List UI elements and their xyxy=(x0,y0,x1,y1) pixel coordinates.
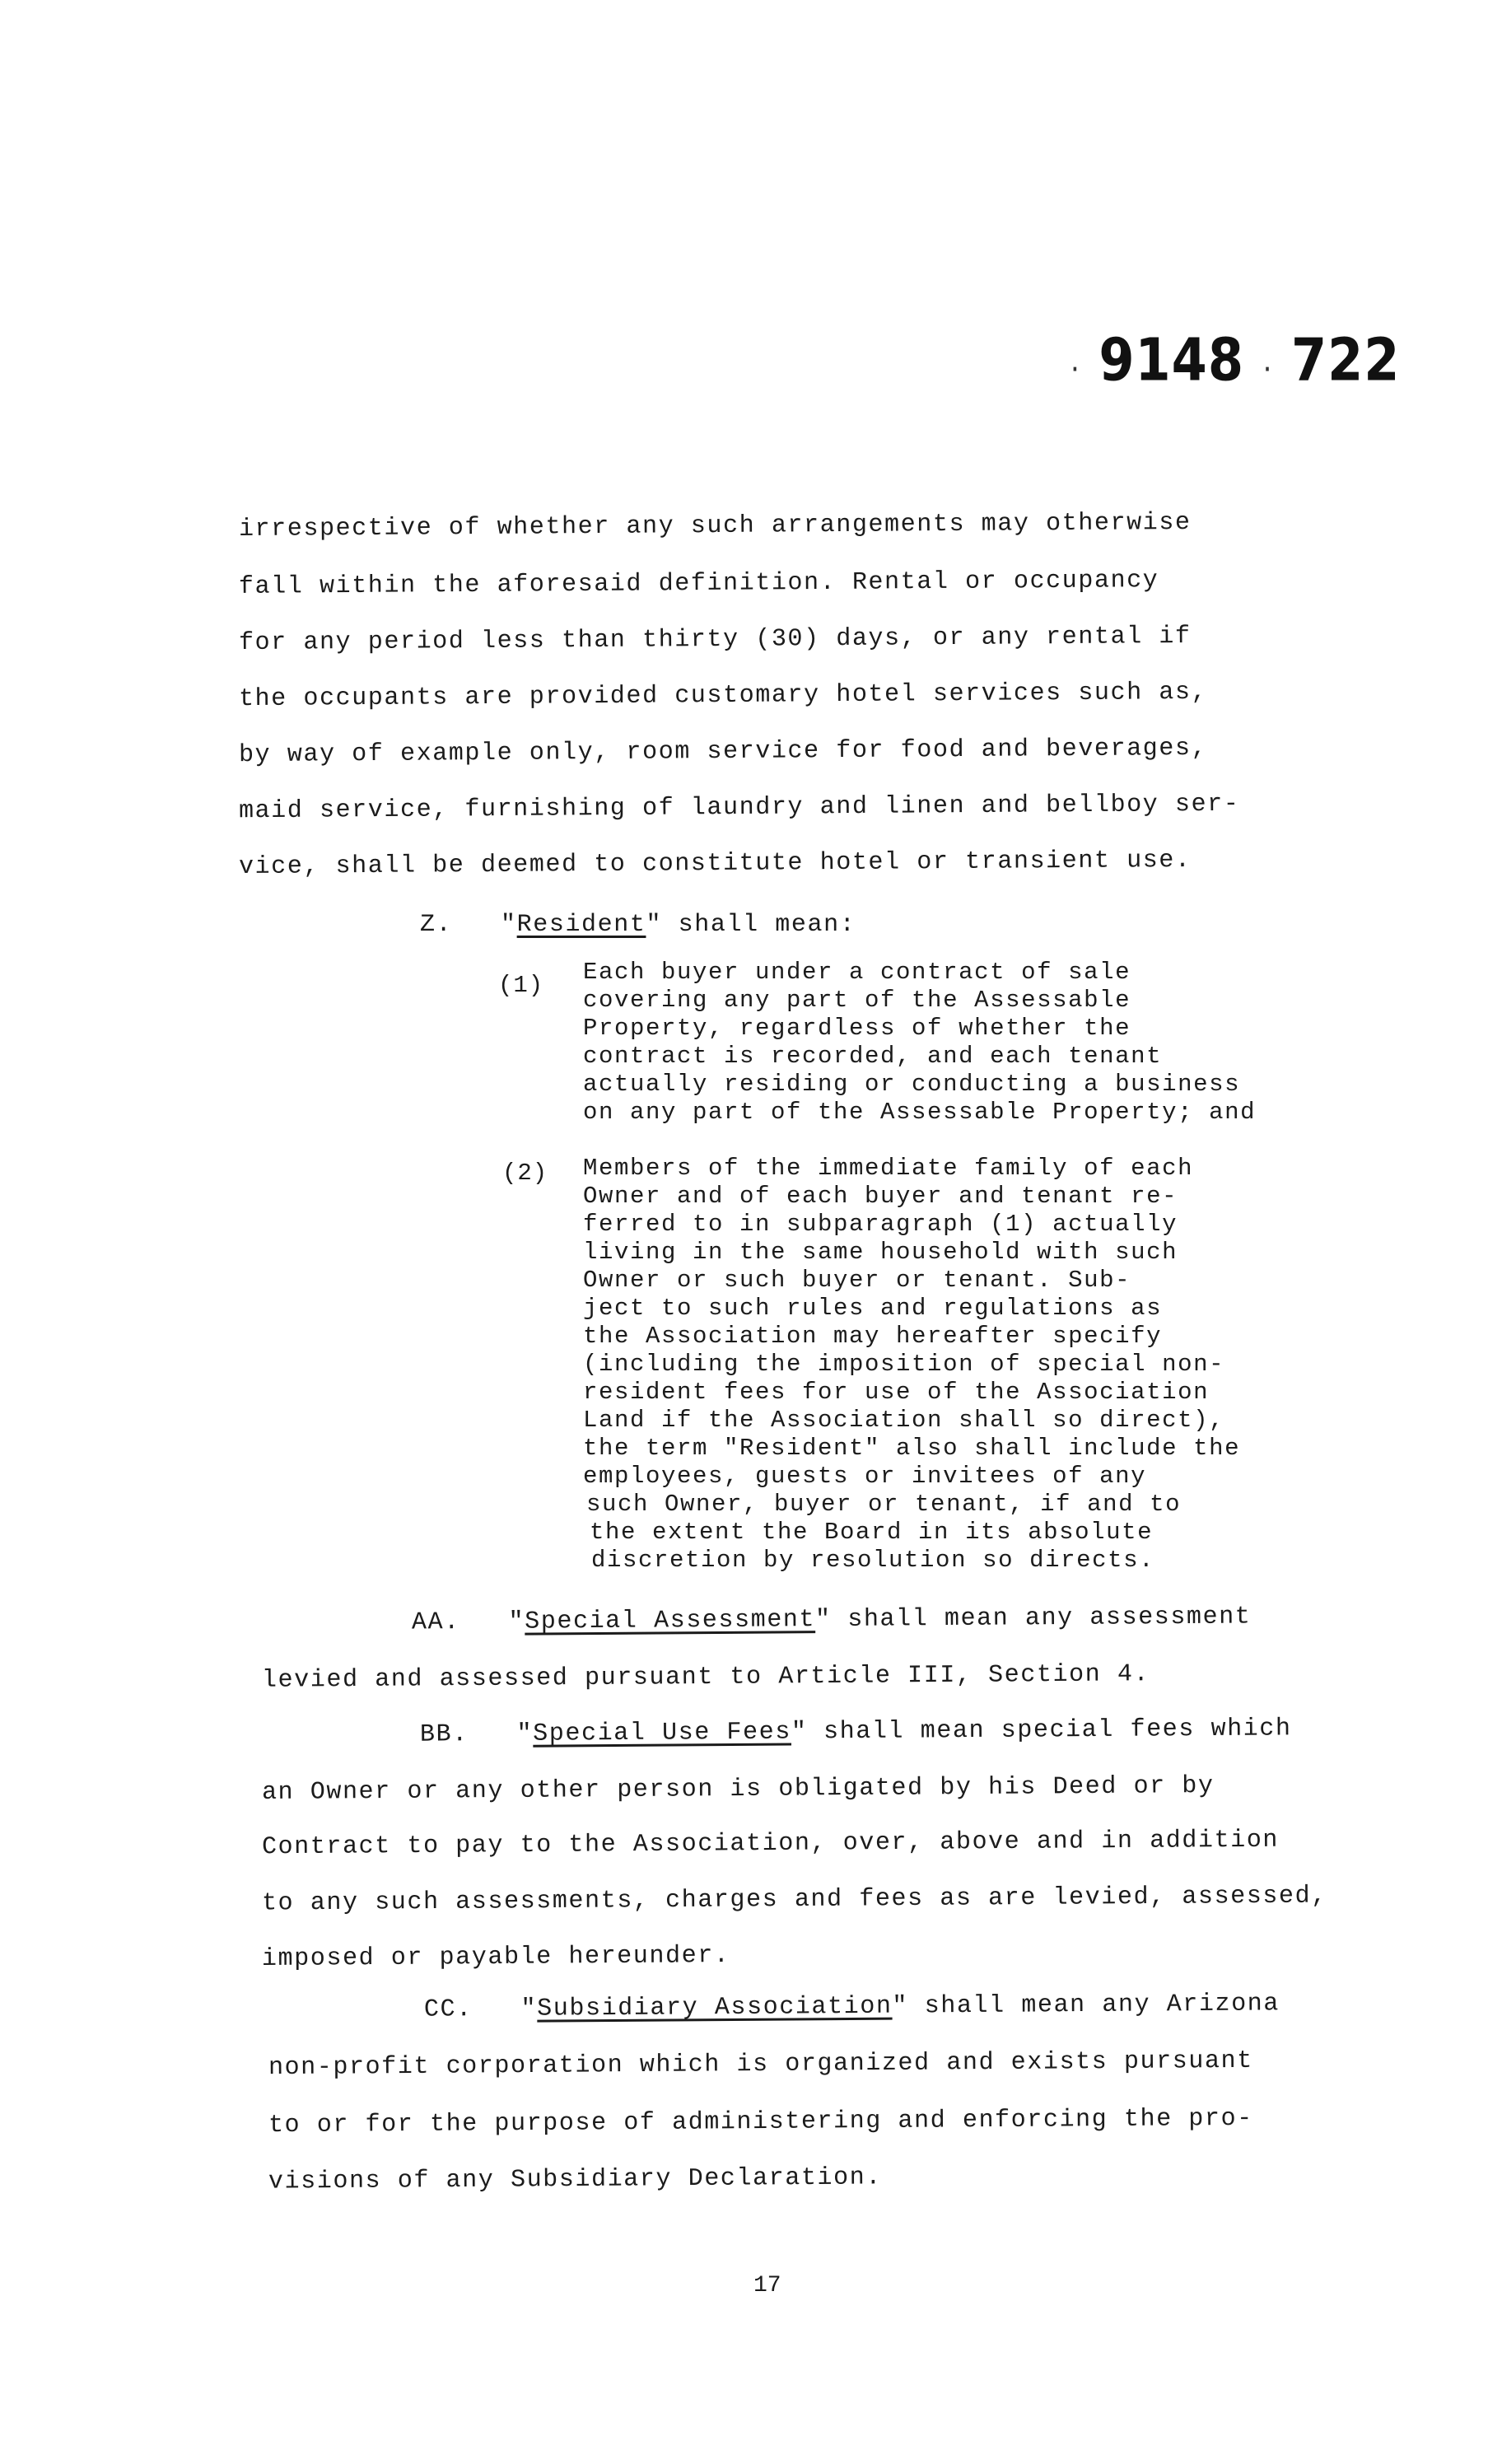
list-item-line: Owner and of each buyer and tenant re- xyxy=(583,1183,1178,1210)
list-item-line: living in the same household with such xyxy=(583,1239,1178,1266)
list-item-line: Each buyer under a contract of sale xyxy=(583,959,1131,986)
list-item-line: the extent the Board in its absolute xyxy=(590,1519,1154,1546)
definition-label: Z. xyxy=(420,911,453,939)
list-item-line: discretion by resolution so directs. xyxy=(591,1547,1155,1574)
body-line: fall within the aforesaid definition. Rental or occupancy xyxy=(238,567,1159,601)
body-line: the occupants are provided customary hotel services such as, xyxy=(238,678,1208,714)
book-number: 9148 xyxy=(1099,325,1244,394)
list-item-line: resident fees for use of the Association xyxy=(583,1379,1210,1406)
defined-term: Subsidiary Association xyxy=(537,1992,893,2023)
list-item-line: the term "Resident" also shall include the xyxy=(583,1435,1241,1462)
definition-cc-heading: CC. "Subsidiary Association" shall mean any Arizona xyxy=(423,1990,1280,2024)
list-item-line: ject to such rules and regulations as xyxy=(583,1295,1163,1322)
list-item-number: (1) xyxy=(498,972,544,999)
list-item-line: employees, guests or invitees of any xyxy=(583,1463,1147,1490)
list-item-line: (including the imposition of special non- xyxy=(583,1351,1225,1378)
body-line: an Owner or any other person is obligated by his Deed or by xyxy=(261,1771,1215,1808)
list-item-line: Members of the immediate family of each xyxy=(583,1155,1194,1182)
page-number: 17 xyxy=(753,2273,781,2298)
definition-label: AA. xyxy=(411,1608,460,1637)
body-line: vice, shall be deemed to constitute hotel or transient use. xyxy=(238,846,1192,882)
definition-label: CC. xyxy=(423,1995,473,2024)
defined-term: Special Use Fees xyxy=(533,1718,792,1748)
stamp-separator: · xyxy=(1262,351,1273,390)
body-line: to or for the purpose of administering and enforcing the pro- xyxy=(268,2104,1253,2140)
body-line: visions of any Subsidiary Declaration. xyxy=(268,2163,883,2196)
body-line: for any period less than thirty (30) days, or any rental if xyxy=(238,622,1192,658)
list-item-line: on any part of the Assessable Property; and xyxy=(583,1099,1257,1126)
definition-aa-heading: AA. "Special Assessment" shall mean any assessment xyxy=(411,1603,1252,1637)
body-line: Contract to pay to the Association, over, above and in addition xyxy=(261,1826,1280,1862)
body-line: maid service, furnishing of laundry and linen and bellboy ser- xyxy=(238,790,1240,826)
defined-term: Resident xyxy=(516,911,646,939)
list-item-line: the Association may hereafter specify xyxy=(583,1323,1163,1350)
list-item-line: Property, regardless of whether the xyxy=(583,1015,1131,1042)
list-item-line: covering any part of the Assessable xyxy=(583,987,1131,1014)
list-item-line: such Owner, buyer or tenant, if and to xyxy=(586,1491,1182,1518)
definition-bb-heading: BB. "Special Use Fees" shall mean special fees which xyxy=(419,1715,1292,1749)
stamp-separator: · xyxy=(1071,351,1080,390)
list-item-line: Owner or such buyer or tenant. Sub- xyxy=(583,1267,1131,1294)
list-item-line: contract is recorded, and each tenant xyxy=(583,1043,1163,1070)
definition-label: BB. xyxy=(419,1720,469,1749)
defined-term: Special Assessment xyxy=(525,1606,816,1636)
list-item-line: actually residing or conducting a business xyxy=(583,1071,1241,1098)
list-item-line: ferred to in subparagraph (1) actually xyxy=(583,1211,1178,1238)
recording-stamp xyxy=(1071,325,1401,394)
body-line: irrespective of whether any such arrangements may otherwise xyxy=(238,508,1192,544)
definition-z-heading: Z. "Resident" shall mean: xyxy=(420,911,856,939)
body-line: imposed or payable hereunder. xyxy=(261,1942,730,1973)
list-item-number: (2) xyxy=(502,1160,548,1187)
body-line: to any such assessments, charges and fees as are levied, assessed, xyxy=(261,1882,1327,1918)
body-line: non-profit corporation which is organized and exists pursuant xyxy=(268,2046,1253,2083)
body-line: by way of example only, room service for food and beverages, xyxy=(238,734,1208,770)
list-item-line: Land if the Association shall so direct), xyxy=(583,1407,1225,1434)
body-line: levied and assessed pursuant to Article III, Section 4. xyxy=(261,1660,1150,1695)
page-number-stamp: 722 xyxy=(1290,325,1401,394)
